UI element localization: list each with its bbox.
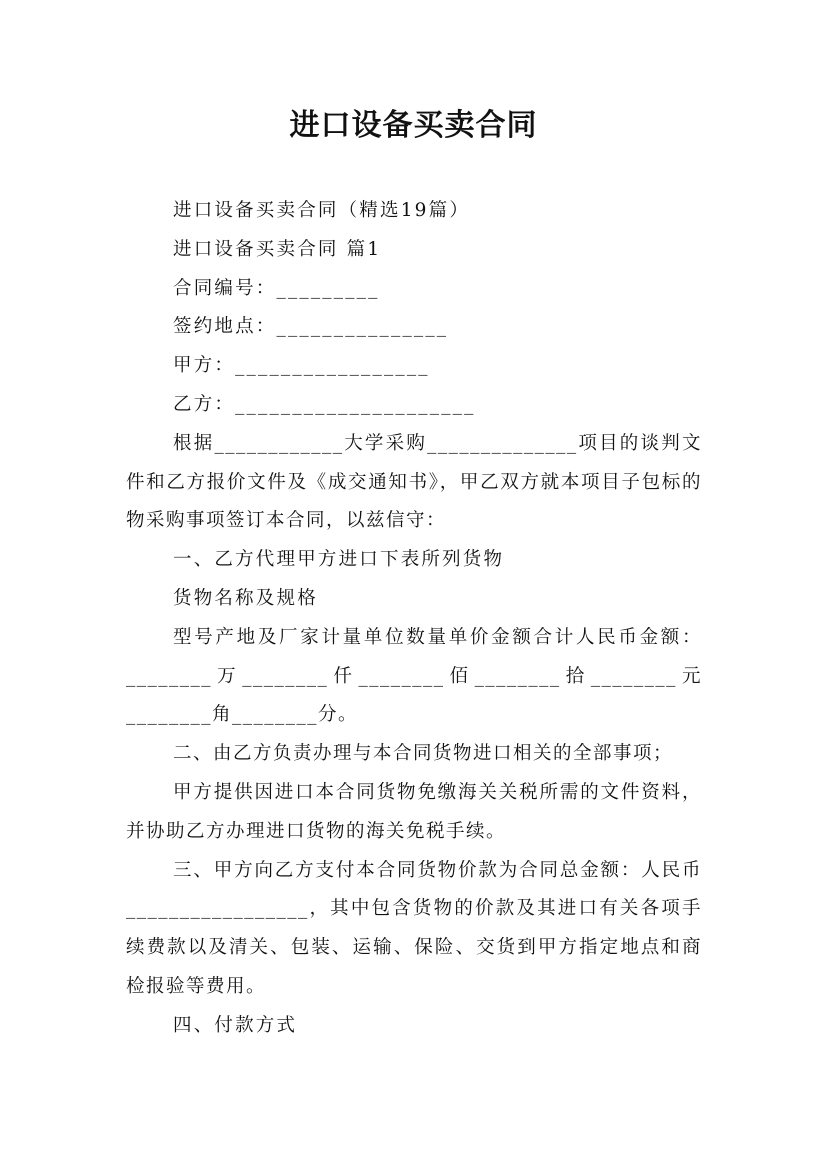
paragraph-signing-location: 签约地点：_______________ [173, 316, 449, 338]
paragraph-clause-1: 一、乙方代理甲方进口下表所列货物 [173, 549, 505, 571]
paragraph-clause-3: 三、甲方向乙方支付本合同货物价款为合同总金额：人民币_________________，其中包含货物的价款及其进口有关各项手续费款以及清关、包装、运输、保险、交货到甲方指定地点和商检报验等费用。 [126, 859, 702, 997]
paragraph-contract-number: 合同编号：_________ [173, 277, 380, 299]
document-title: 进口设备买卖合同 [289, 108, 538, 143]
paragraph-clause-2: 二、由乙方负责办理与本合同货物进口相关的全部事项； [173, 743, 674, 765]
paragraph-collection-title: 进口设备买卖合同（精选19篇） [173, 200, 471, 221]
paragraph-party-b: 乙方：_____________________ [173, 393, 476, 415]
paragraph-article-heading: 进口设备买卖合同 篇1 [173, 238, 382, 260]
paragraph-preamble: 根据____________大学采购______________项目的谈判文件和乙方报价文件及《成交通知书》，甲乙双方就本项目子包标的物采购事项签订本合同，以兹信守： [126, 432, 702, 532]
paragraph-party-a-documents: 甲方提供因进口本合同货物免缴海关关税所需的文件资料，并协助乙方办理进口货物的海关免税手续。 [126, 781, 702, 842]
document-body [126, 192, 702, 1046]
paragraph-goods-name: 货物名称及规格 [173, 587, 318, 609]
paragraph-goods-amount: 型号产地及厂家计量单位数量单价金额合计人民币金额：________万________仟________佰________拾________元________角________分。 [126, 626, 702, 726]
paragraph-party-a: 甲方：_________________ [173, 355, 430, 377]
paragraph-clause-4: 四、付款方式 [173, 1014, 298, 1036]
